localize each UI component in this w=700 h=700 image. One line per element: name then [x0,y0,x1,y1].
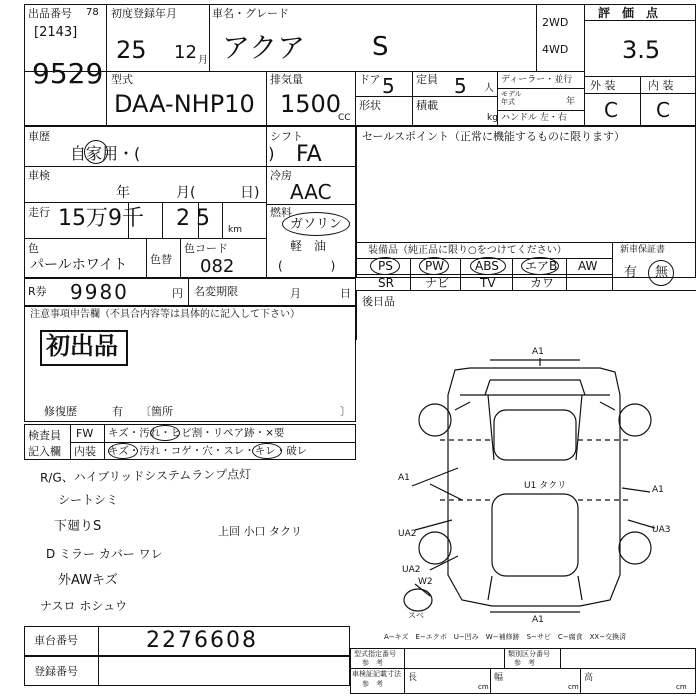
equip-ps: PS [378,259,393,273]
repair-value: 有 [112,405,123,418]
lot-sub: [2143] [34,25,78,40]
inspection-month: 月( [176,185,196,201]
handle-label: ハンドル 左・右 [501,113,567,123]
divider [497,110,584,111]
damage-mark: W2 [418,577,433,587]
shift-label: シフト [270,130,303,143]
first-reg-label: 初度登録年月 [111,7,177,20]
lot-label: 出品番号 [28,7,72,20]
color-value: パールホワイト [30,257,128,273]
divider [412,71,413,96]
divider [490,668,491,694]
later-docs-label: 後日品 [362,295,395,308]
name-change-day: 日 [340,287,351,300]
chassis-label: 車台番号 [34,634,78,647]
lot-corner: 78 [86,7,99,18]
divider [504,648,505,668]
exterior-label: 外 装 [590,79,616,92]
fuel-paren: ( ) [278,259,336,273]
dim-cm: cm [478,683,489,691]
checker-row1: キズ・汚れ・ヒビ割・リペア跡・×要 [108,427,285,439]
first-reg-month: 12 [174,42,197,63]
fuel-circle [282,212,350,236]
kg-unit: kg [487,113,498,123]
divider [104,424,105,460]
shift-value: FA [296,142,322,167]
divider [198,202,199,238]
divider [640,76,641,126]
damage-mark: スベ [408,611,424,620]
model-name: アクア [222,31,306,64]
repair-close: 〕 [340,405,351,418]
chassis-value: 2276608 [146,628,258,653]
recycle-yen: 円 [172,287,183,300]
equip-leather: カワ [530,276,555,290]
checker-row2: キズ・汚れ・コゲ・穴・スレ・キレ・破レ [108,445,308,457]
first-listing-text: 初出品 [46,332,118,360]
damage-legend: A−キズ E−エクボ U−凹み W−補修跡 S−サビ C−腐食 XX−交換済 [384,633,627,641]
dim-length: 長 [408,673,418,683]
remark-line: 下廻りS [54,519,102,534]
dealer-label: ディーラー・並行 [501,75,573,85]
first-reg-unit: 月 [198,55,208,66]
drive-4wd: 4WD [542,43,569,56]
divider [266,204,356,205]
checker-label-2: 記入欄 [28,445,61,458]
remark-line: 外AWキズ [58,573,118,588]
equip-circle-pw [419,257,449,275]
history-label: 車歴 [28,130,50,143]
interior-label: 内 装 [648,79,674,92]
remark-line: ナスロ ホシュウ [40,599,128,613]
divider [266,126,267,278]
mileage-value2: 25 [176,206,216,231]
fuel-gasoline: ガソリン [290,217,343,232]
equipment-label: 装備品（純正品に限り○をつけてください） [368,245,567,256]
history-value: 自家用・( ) [70,144,275,163]
name-change-month: 月 [290,287,301,300]
checker-label-1: 検査員 [28,429,61,442]
cc-unit: CC [338,113,351,123]
divider [512,258,513,290]
type-label: 型式 [111,73,133,86]
history-circle [84,140,108,164]
inspection-year: 年 [116,185,130,201]
divider [580,668,581,694]
equip-tv: TV [480,276,496,290]
damage-mark: U1 タクリ [524,481,567,491]
checker-circle-3 [252,443,282,459]
divider [222,202,223,238]
equip-navi: ナビ [425,276,450,290]
dim-height: 高 [584,673,594,683]
dim-cm: cm [568,683,579,691]
damage-mark: A1 [652,485,664,495]
divider [70,442,356,443]
warranty-yes: 有 [624,265,638,280]
divider [412,96,413,126]
divider [497,88,584,89]
divider [24,202,266,203]
color-code-value: 082 [200,256,235,277]
divider [560,648,561,668]
equip-abs: ABS [475,259,499,273]
divider [24,238,266,239]
remark-side: 上回 小口 タクリ [218,525,302,538]
checker-circle-2 [108,443,138,459]
displacement-value: 1500 [280,90,342,118]
km-unit: km [228,225,242,235]
divider [24,71,584,72]
score-value: 3.5 [622,36,661,64]
equip-pw: PW [425,259,445,273]
person-unit: 人 [484,83,494,94]
remark-line: R/G、ハイブリッドシステムランプ点灯 [39,467,252,485]
damage-mark: A1 [532,347,544,357]
equip-sr: SR [378,276,394,290]
score-label: 評 価 点 [598,6,659,20]
divider [24,166,356,167]
door-label: ドア [359,73,381,86]
warranty-no: 無 [655,265,669,280]
displacement-label: 排気量 [270,73,303,86]
lot-number: 9529 [32,57,104,90]
damage-mark: UA3 [652,525,671,535]
ac-value: AAC [290,180,332,204]
damage-mark: A1 [532,615,544,625]
capacity-value: 5 [454,74,467,98]
recycle-label: R券 [28,285,47,298]
divider [356,290,357,340]
divider [180,238,181,278]
type-value: DAA-NHP10 [114,90,255,118]
divider [266,71,267,126]
capacity-label: 定員 [416,73,438,86]
divider [355,96,497,97]
category-sub: 参 考 [514,659,535,667]
recycle-value: 9980 [70,280,129,304]
sales-point-label: セールスポイント（正常に機能するものに限ります） [362,130,626,143]
equip-aw: AW [578,259,598,273]
warranty-label: 新車保証書 [620,245,666,255]
color-label: 色 [28,242,39,255]
interior-value: C [656,98,670,122]
divider [356,290,696,291]
door-value: 5 [382,74,395,98]
divider [497,71,498,126]
grade: S [372,32,389,62]
drive-2wd: 2WD [542,16,569,29]
remark-line: D ミラー カバー ワレ [46,547,163,561]
registration-label: 登録番号 [34,665,78,678]
divider [404,648,405,694]
inspection-day: 日) [240,185,260,201]
divider [162,202,163,238]
checker-fw: FW [76,427,94,440]
remark-line: シートシミ [58,493,119,507]
ac-label: 冷房 [270,169,292,182]
shape-label: 形状 [359,99,381,112]
divider [536,4,537,71]
divider [460,258,461,290]
divider [188,278,189,306]
divider [584,20,696,21]
fuel-label: 燃料 [270,206,292,219]
model-year-label: モデル 年式 [501,90,522,106]
checker-interior: 内装 [74,445,96,458]
damage-mark: UA2 [398,529,417,539]
damage-mark: A1 [398,473,410,483]
mileage-value: 15万9千 [58,206,144,231]
mileage-label: 走行 [28,206,50,219]
divider [612,242,613,290]
divider [566,258,567,290]
warranty-circle [648,260,674,286]
divider [584,4,585,126]
designated-label: 型式指定番号 [354,650,396,658]
equip-circle-ps [370,257,400,275]
first-reg-year: 25 [116,36,147,64]
equip-airbag: エアB [525,259,558,273]
divider [356,242,696,243]
divider [128,202,129,238]
category-label: 類別区分番号 [508,650,550,658]
dim-width: 幅 [494,673,504,683]
divider [410,258,411,290]
dim-cm: cm [676,683,687,691]
designated-sub: 参 考 [362,659,383,667]
notes-label: 注意事項申告欄（不具合内容等は具体的に記入して下さい） [30,309,300,320]
color-change-label: 色替 [150,253,172,266]
divider [350,668,696,669]
divider [355,71,356,126]
fuel-diesel: 軽 油 [290,239,327,253]
divider [209,4,210,71]
year-unit: 年 [566,97,576,107]
damage-mark: UA2 [402,565,421,575]
model-label: 車名・グレード [212,7,289,20]
divider [146,238,147,278]
inspection-label: 車検 [28,169,50,182]
equip-circle-airbag [521,257,559,275]
divider [106,4,107,126]
load-label: 積載 [416,99,438,112]
repair-label: 修復歴 [44,405,77,418]
checker-circle-1 [150,425,180,441]
repair-section: 〔箇所 [140,405,173,418]
equip-circle-abs [470,257,506,275]
exterior-value: C [604,98,618,122]
dim-sub: 参 考 [362,680,383,688]
dim-label: 車検証記載寸法 [352,670,401,678]
color-code-label: 色コード [184,242,228,255]
name-change-label: 名変期限 [194,285,238,298]
